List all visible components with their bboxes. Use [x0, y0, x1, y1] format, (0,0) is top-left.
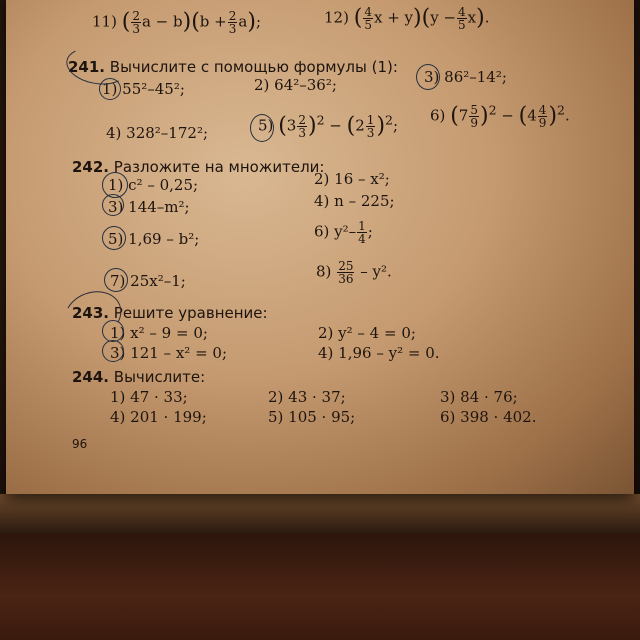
ex243-item-2: 2) y² – 4 = 0; — [318, 324, 416, 342]
exercise-12: 12) ( $\frac{4}{5}$ x + y)(y − $\frac{4}{5}$ x). — [324, 5, 490, 32]
ex242-item-8: 8) $\frac{25}{36}$ – y². — [316, 259, 392, 286]
page-number: 96 — [72, 437, 88, 451]
ex242-item-2: 2) 16 – x²; — [314, 170, 390, 188]
ex242-title — [72, 160, 324, 175]
ex244-item-5: 5) 105 · 95; — [268, 408, 356, 426]
textbook-page — [6, 0, 634, 494]
ex241-number: 241. — [68, 58, 106, 76]
page-edge — [0, 494, 640, 534]
ex242-number: 242. — [72, 158, 110, 176]
ex241-item-6: 6) (7 $\frac{5}{9}$ )$^2$ − (4 $\frac{4}{9}$ )$^2$. — [430, 102, 570, 130]
ex244-item-3: 3) 84 · 76; — [440, 388, 518, 406]
ex244-item-1: 1) 47 · 33; — [110, 388, 188, 406]
ex241-item-2: 2) 64²–36²; — [254, 76, 337, 94]
exercise-11: 11) ( $\frac{2}{3}$ a − b)(b + $\frac{2}{3}$ a); — [92, 9, 261, 36]
ex242-item-4: 4) n – 225; — [314, 192, 395, 210]
ex241-item-4: 4) 328²–172²; — [106, 124, 209, 142]
ex241-item-5: 5) (3 $\frac{2}{3}$ )$^2$ − (2 $\frac{1}{3}$ )$^2$; — [258, 112, 399, 140]
ex241-heading: Вычислите с помощью формулы (1): — [109, 58, 398, 76]
ex243-heading: Решите уравнение: — [113, 304, 268, 322]
ex243-number: 243. — [72, 304, 110, 322]
ex244-title — [72, 370, 205, 385]
ex243-title — [72, 306, 268, 321]
ex244-number: 244. — [72, 368, 110, 386]
ex241-title — [68, 60, 398, 75]
ex244-item-6: 6) 398 · 402. — [440, 408, 537, 426]
ex243-item-3: 3) 121 – x² = 0; — [110, 344, 228, 362]
ex242-item-1: 1) c² – 0,25; — [108, 176, 199, 194]
ex244-heading: Вычислите: — [113, 368, 206, 386]
ex242-item-3: 3) 144–m²; — [108, 198, 190, 216]
ex242-item-5: 5) 1,69 – b²; — [108, 230, 200, 248]
ex243-item-4: 4) 1,96 – y² = 0. — [318, 344, 440, 362]
ex244-item-4: 4) 201 · 199; — [110, 408, 207, 426]
ex242-heading: Разложите на множители: — [113, 158, 325, 176]
ex242-item-7: 7) 25x²–1; — [110, 272, 186, 290]
ex242-item-6: 6) y²– $\frac{1}{4}$ ; — [314, 219, 373, 246]
table-surface — [0, 530, 640, 640]
ex241-item-1: 1) 55²–45²; — [102, 80, 185, 98]
ex244-item-2: 2) 43 · 37; — [268, 388, 346, 406]
ex241-item-3: 3) 86²–14²; — [424, 68, 507, 86]
ex243-item-1: 1) x² – 9 = 0; — [110, 324, 208, 342]
